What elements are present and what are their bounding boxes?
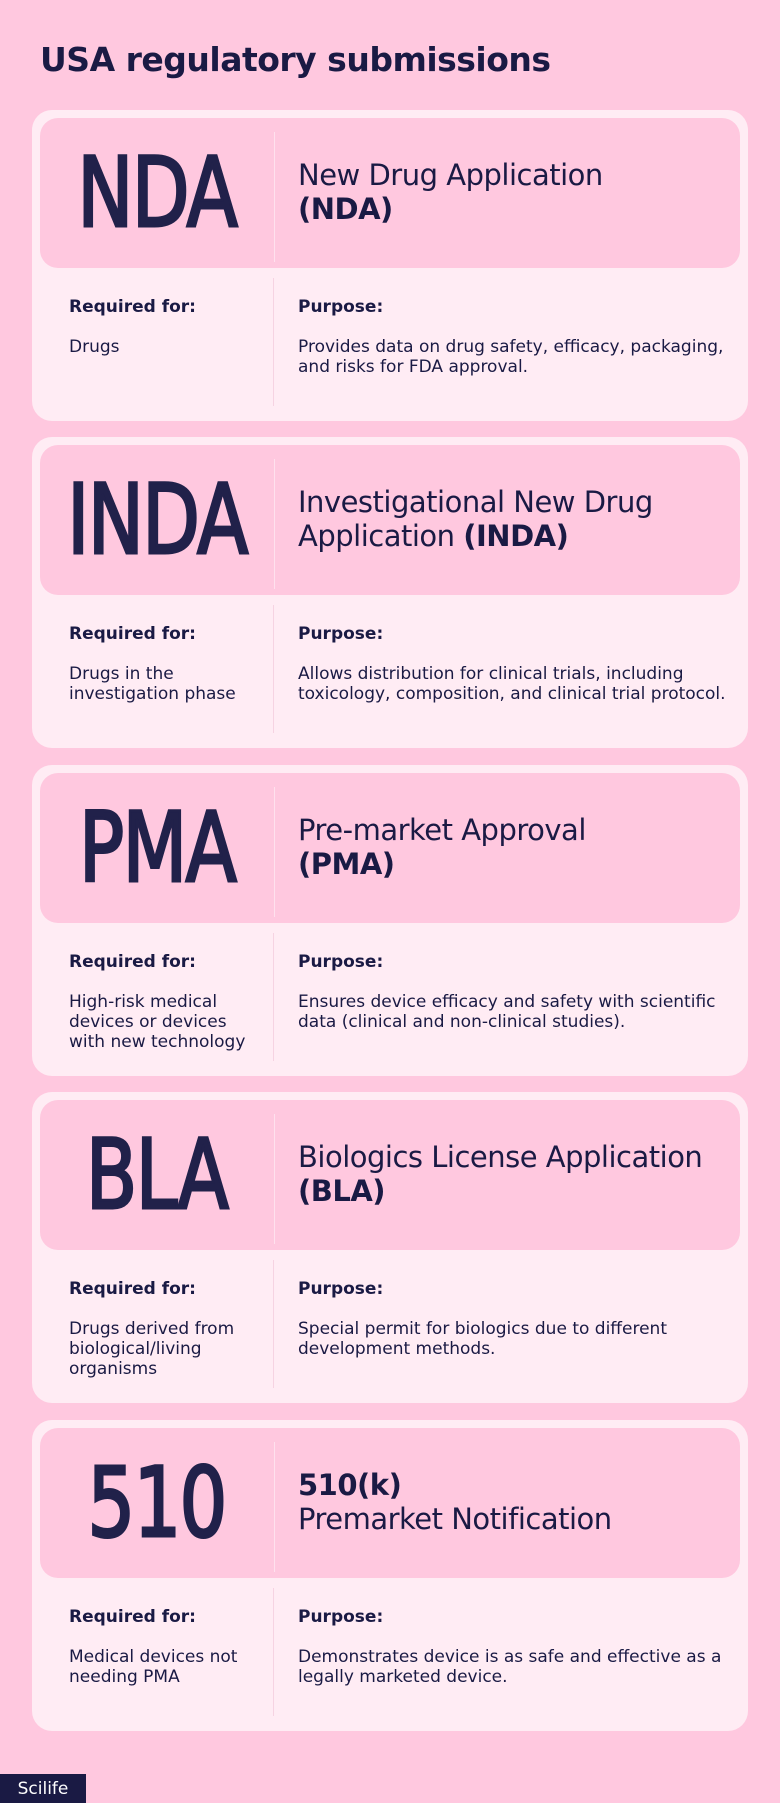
card-title-main: Biologics License Application (298, 1140, 703, 1174)
card-title-main: Premarket Notification (298, 1502, 612, 1536)
card-title-abbr: (PMA) (298, 847, 395, 881)
card-title-abbr: (BLA) (298, 1174, 386, 1208)
submission-card-inda (32, 437, 748, 748)
acronym-lettering: INDA (67, 464, 247, 576)
purpose-label: Purpose: (298, 297, 384, 317)
required-label: Required for: (69, 1279, 196, 1299)
body-divider (273, 1588, 274, 1716)
body-divider (273, 1260, 274, 1388)
card-title-main: Investigational New Drug Application (298, 485, 653, 553)
header-divider (274, 787, 275, 917)
card-header (40, 773, 740, 923)
acronym-graphic (40, 1100, 274, 1250)
body-divider (273, 278, 274, 406)
card-title-abbr: (NDA) (298, 192, 393, 226)
acronym-graphic (40, 445, 274, 595)
page-title (40, 40, 551, 79)
card-title (298, 485, 728, 553)
purpose-text: Allows distribution for clinical trials, including toxicology, composition, and clinical trial protocol. (298, 664, 726, 704)
card-header (40, 118, 740, 268)
body-divider (273, 933, 274, 1061)
purpose-label: Purpose: (298, 952, 384, 972)
submission-card-nda (32, 110, 748, 421)
card-header (40, 445, 740, 595)
acronym-graphic (40, 1428, 274, 1578)
card-title-abbr: (INDA) (463, 519, 569, 553)
required-label: Required for: (69, 1607, 196, 1627)
required-label: Required for: (69, 952, 196, 972)
purpose-label: Purpose: (298, 624, 384, 644)
purpose-label: Purpose: (298, 1607, 384, 1627)
acronym-lettering: BLA (86, 1119, 228, 1231)
purpose-label: Purpose: (298, 1279, 384, 1299)
required-text: Drugs derived from biological/living organisms (69, 1319, 235, 1379)
brand-logo: Scilife (0, 1774, 86, 1803)
page-title-bold: USA (40, 40, 115, 79)
acronym-lettering: NDA (77, 137, 237, 249)
submission-card-510k (32, 1420, 748, 1731)
purpose-text: Special permit for biologics due to different development methods. (298, 1319, 667, 1359)
required-text: High-risk medical devices or devices with new technology (69, 992, 246, 1052)
header-divider (274, 1442, 275, 1572)
acronym-lettering: PMA (78, 792, 236, 904)
card-title-main: Pre-market Approval (298, 813, 586, 847)
card-title-abbr: 510(k) (298, 1468, 402, 1502)
required-text: Drugs (69, 337, 120, 357)
page-title-rest: regulatory submissions (125, 40, 551, 79)
required-text: Medical devices not needing PMA (69, 1647, 238, 1687)
purpose-text: Provides data on drug safety, efficacy, packaging, and risks for FDA approval. (298, 337, 724, 377)
header-divider (274, 132, 275, 262)
required-text: Drugs in the investigation phase (69, 664, 236, 704)
card-header (40, 1100, 740, 1250)
card-title-main: New Drug Application (298, 158, 603, 192)
card-title (298, 1140, 728, 1208)
purpose-text: Demonstrates device is as safe and effective as a legally marketed device. (298, 1647, 722, 1687)
body-divider (273, 605, 274, 733)
required-label: Required for: (69, 624, 196, 644)
acronym-graphic (40, 773, 274, 923)
acronym-graphic (40, 118, 274, 268)
required-label: Required for: (69, 297, 196, 317)
acronym-lettering: 510 (87, 1447, 227, 1559)
submission-card-pma (32, 765, 748, 1076)
purpose-text: Ensures device efficacy and safety with scientific data (clinical and non-clinical studies). (298, 992, 716, 1032)
submission-card-bla (32, 1092, 748, 1403)
card-title (298, 1468, 728, 1536)
card-title (298, 158, 728, 226)
card-header (40, 1428, 740, 1578)
header-divider (274, 1114, 275, 1244)
card-title (298, 813, 728, 881)
header-divider (274, 459, 275, 589)
